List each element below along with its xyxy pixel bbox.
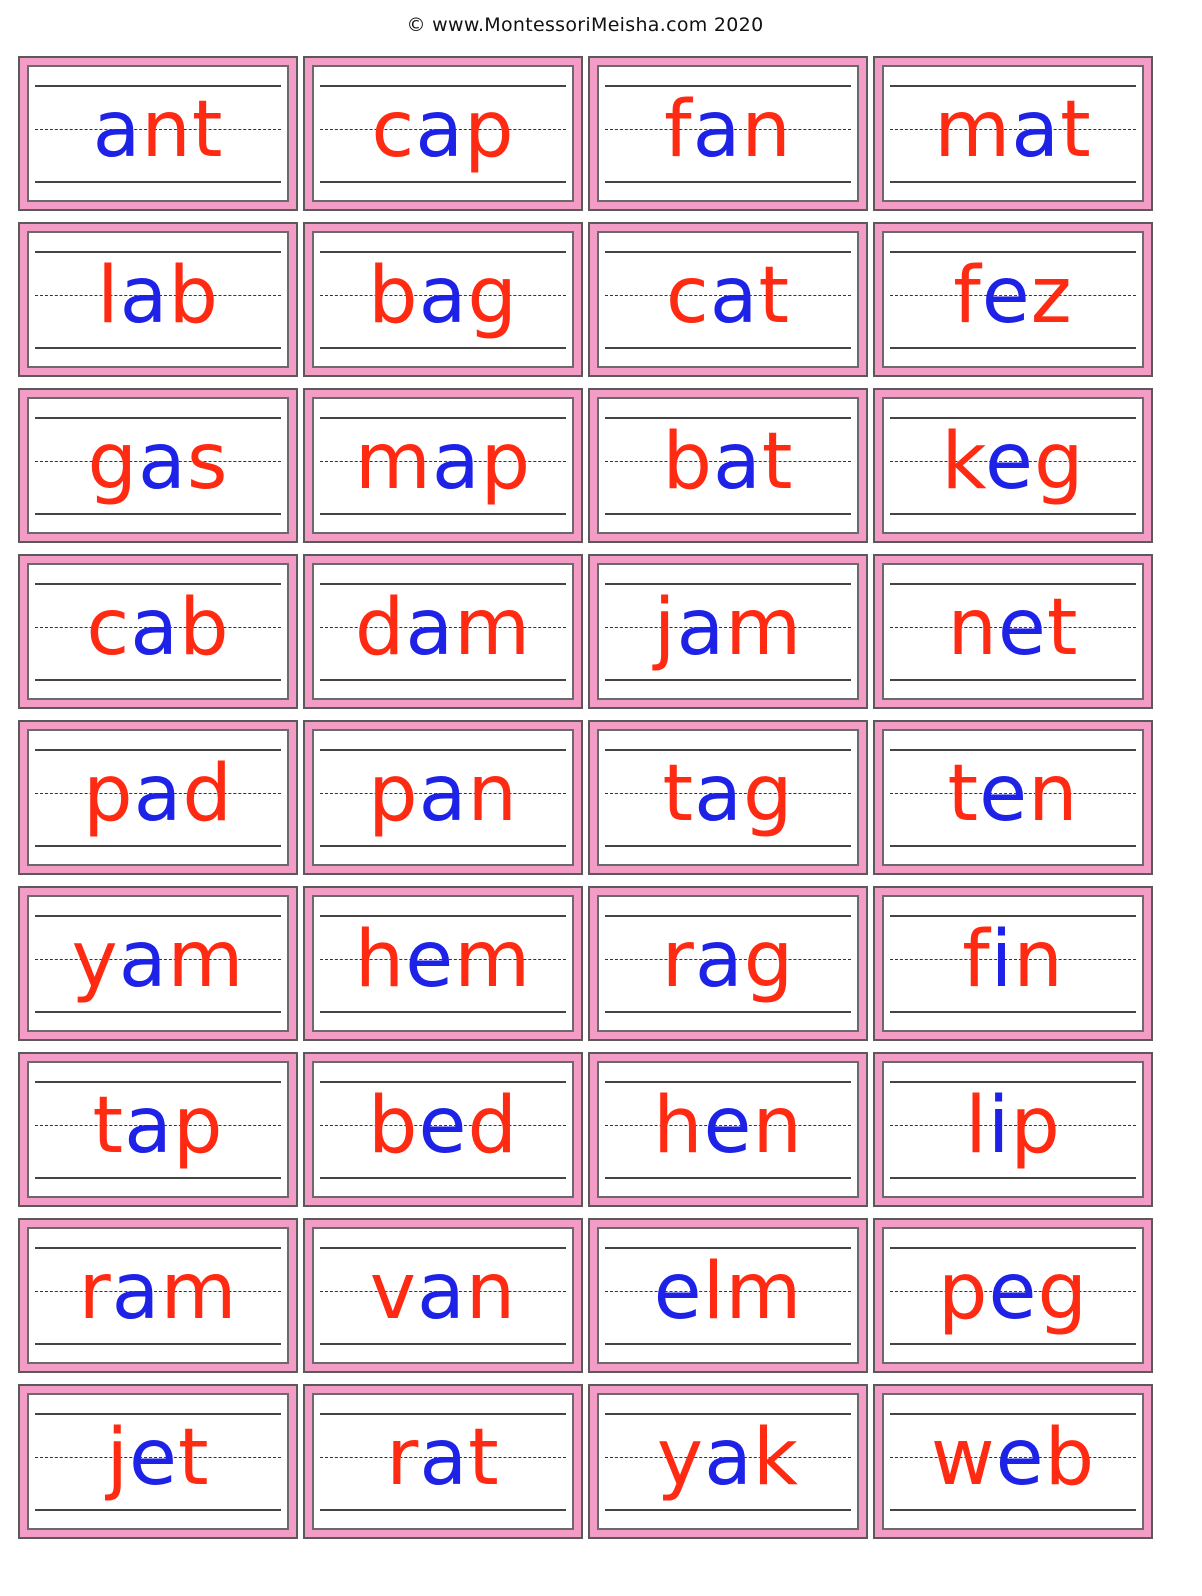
consonant-letter: h (354, 915, 406, 1005)
word-card (873, 388, 1153, 543)
vowel-letter: a (416, 1247, 466, 1337)
consonant-letter: g (742, 749, 794, 839)
vowel-letter: e (981, 251, 1031, 341)
consonant-letter: n (467, 749, 518, 839)
handwriting-lines (882, 231, 1144, 368)
consonant-letter: y (71, 915, 119, 1005)
consonant-letter: b (1044, 1413, 1096, 1503)
handwriting-lines (312, 1393, 574, 1530)
card-word (314, 583, 572, 673)
baseline (35, 1177, 281, 1179)
consonant-letter: d (182, 749, 233, 839)
handwriting-lines (27, 1227, 289, 1364)
consonant-letter: g (1037, 1247, 1089, 1337)
consonant-letter: p (937, 1247, 989, 1337)
handwriting-lines (312, 895, 574, 1032)
baseline (605, 181, 851, 183)
consonant-letter: y (656, 1413, 705, 1503)
card-word (29, 417, 287, 507)
consonant-letter: b (168, 251, 219, 341)
card-word (29, 583, 287, 673)
baseline (890, 679, 1136, 681)
consonant-letter: b (662, 417, 714, 507)
baseline (320, 1343, 566, 1345)
consonant-letter: m (160, 1247, 238, 1337)
consonant-letter: d (354, 583, 406, 673)
baseline (605, 513, 851, 515)
vowel-letter: a (124, 1081, 173, 1171)
consonant-letter: j (653, 583, 677, 673)
baseline (605, 1343, 851, 1345)
card-word (599, 915, 857, 1005)
word-card (303, 388, 583, 543)
card-word (884, 1247, 1142, 1337)
vowel-letter: a (92, 85, 142, 175)
vowel-letter: e (995, 1413, 1045, 1503)
word-card (303, 222, 583, 377)
word-card (303, 1052, 583, 1207)
card-word (599, 749, 857, 839)
consonant-letter: n (947, 583, 998, 673)
handwriting-lines (312, 563, 574, 700)
word-card (588, 886, 868, 1041)
baseline (35, 181, 281, 183)
consonant-letter: w (930, 1413, 996, 1503)
word-card (873, 1384, 1153, 1539)
card-word (29, 1413, 287, 1503)
card-word (29, 1247, 287, 1337)
baseline (605, 845, 851, 847)
vowel-letter: a (709, 251, 759, 341)
baseline (605, 1509, 851, 1511)
handwriting-lines (27, 231, 289, 368)
consonant-letter: k (752, 1413, 800, 1503)
vowel-letter: a (118, 915, 168, 1005)
vowel-letter: a (119, 251, 169, 341)
word-card (588, 1384, 868, 1539)
word-card (18, 56, 298, 211)
consonant-letter: l (965, 1081, 988, 1171)
word-card (873, 56, 1153, 211)
word-card (303, 56, 583, 211)
baseline (890, 1011, 1136, 1013)
word-card (303, 1218, 583, 1373)
handwriting-lines (597, 729, 859, 866)
handwriting-lines (27, 895, 289, 1032)
consonant-letter: m (454, 583, 532, 673)
consonant-letter: n (465, 1247, 517, 1337)
vowel-letter: a (138, 417, 187, 507)
word-card (18, 1052, 298, 1207)
consonant-letter: d (467, 1081, 519, 1171)
word-card (18, 222, 298, 377)
vowel-letter: e (405, 915, 455, 1005)
card-word (599, 1247, 857, 1337)
handwriting-lines (882, 563, 1144, 700)
consonant-letter: p (464, 85, 515, 175)
handwriting-lines (597, 231, 859, 368)
baseline (35, 1509, 281, 1511)
baseline (320, 1509, 566, 1511)
consonant-letter: t (1046, 583, 1079, 673)
word-card (588, 1218, 868, 1373)
card-word (599, 1413, 857, 1503)
handwriting-lines (597, 1393, 859, 1530)
card-word (29, 251, 287, 341)
baseline (35, 679, 281, 681)
consonant-letter: r (661, 915, 695, 1005)
handwriting-lines (882, 65, 1144, 202)
word-card (303, 886, 583, 1041)
vowel-letter: a (1011, 85, 1061, 175)
baseline (320, 845, 566, 847)
handwriting-lines (27, 65, 289, 202)
baseline (35, 845, 281, 847)
consonant-letter: t (92, 1081, 125, 1171)
card-word (884, 915, 1142, 1005)
card-word (29, 915, 287, 1005)
word-card (588, 720, 868, 875)
vowel-letter: a (704, 1413, 753, 1503)
consonant-letter: t (191, 85, 224, 175)
handwriting-lines (882, 1393, 1144, 1530)
consonant-letter: t (761, 417, 794, 507)
vowel-letter: a (694, 915, 744, 1005)
handwriting-lines (597, 1227, 859, 1364)
card-word (884, 1081, 1142, 1171)
baseline (605, 1011, 851, 1013)
handwriting-lines (312, 65, 574, 202)
vowel-letter: a (405, 583, 455, 673)
consonant-letter: s (186, 417, 229, 507)
handwriting-lines (882, 1227, 1144, 1364)
consonant-letter: t (947, 749, 980, 839)
consonant-letter: m (725, 583, 803, 673)
consonant-letter: m (167, 915, 245, 1005)
word-card (873, 886, 1153, 1041)
handwriting-lines (312, 1227, 574, 1364)
word-card (873, 720, 1153, 875)
baseline (35, 1011, 281, 1013)
consonant-letter: j (106, 1413, 130, 1503)
vowel-letter: a (694, 749, 743, 839)
word-card (873, 222, 1153, 377)
consonant-letter: p (368, 749, 419, 839)
card-word (29, 85, 287, 175)
handwriting-lines (882, 895, 1144, 1032)
handwriting-lines (27, 729, 289, 866)
card-word (29, 749, 287, 839)
consonant-letter: n (1028, 749, 1079, 839)
handwriting-lines (597, 397, 859, 534)
consonant-letter: t (662, 749, 695, 839)
handwriting-lines (312, 397, 574, 534)
handwriting-lines (27, 1061, 289, 1198)
vowel-letter: e (979, 749, 1029, 839)
card-word (884, 583, 1142, 673)
word-card (588, 1052, 868, 1207)
handwriting-lines (312, 1061, 574, 1198)
consonant-letter: b (368, 251, 419, 341)
card-word (314, 1247, 572, 1337)
baseline (890, 181, 1136, 183)
card-word (884, 749, 1142, 839)
consonant-letter: p (172, 1081, 224, 1171)
consonant-letter: n (1013, 915, 1064, 1005)
consonant-letter: t (758, 251, 791, 341)
vowel-letter: i (990, 915, 1014, 1005)
baseline (320, 679, 566, 681)
baseline (320, 1011, 566, 1013)
consonant-letter: m (454, 915, 532, 1005)
consonant-letter: n (141, 85, 192, 175)
word-card (303, 1384, 583, 1539)
vowel-letter: a (418, 749, 468, 839)
card-word (599, 417, 857, 507)
vowel-letter: a (415, 85, 465, 175)
word-card (873, 554, 1153, 709)
baseline (890, 1509, 1136, 1511)
baseline (890, 1343, 1136, 1345)
consonant-letter: r (78, 1247, 112, 1337)
vowel-letter: e (988, 1247, 1038, 1337)
card-word (599, 1081, 857, 1171)
baseline (605, 1177, 851, 1179)
consonant-letter: v (369, 1247, 417, 1337)
baseline (320, 181, 566, 183)
vowel-letter: a (692, 85, 742, 175)
consonant-letter: m (354, 417, 432, 507)
word-card (303, 720, 583, 875)
consonant-letter: g (467, 251, 518, 341)
word-card-grid (18, 56, 1152, 1539)
card-word (314, 915, 572, 1005)
consonant-letter: h (653, 1081, 704, 1171)
consonant-letter: p (1010, 1081, 1061, 1171)
card-word (29, 1081, 287, 1171)
baseline (890, 1177, 1136, 1179)
word-card (588, 554, 868, 709)
handwriting-lines (597, 895, 859, 1032)
vowel-letter: e (703, 1081, 753, 1171)
word-card (873, 1218, 1153, 1373)
consonant-letter: t (1060, 85, 1092, 175)
consonant-letter: g (87, 417, 139, 507)
word-card (18, 554, 298, 709)
card-word (884, 85, 1142, 175)
baseline (605, 679, 851, 681)
vowel-letter: e (418, 1081, 468, 1171)
card-word (314, 85, 572, 175)
consonant-letter: b (179, 583, 230, 673)
word-card (18, 720, 298, 875)
card-word (314, 1413, 572, 1503)
vowel-letter: a (676, 583, 726, 673)
consonant-letter: n (741, 85, 792, 175)
card-word (314, 417, 572, 507)
handwriting-lines (597, 563, 859, 700)
baseline (320, 347, 566, 349)
card-word (884, 251, 1142, 341)
handwriting-lines (27, 397, 289, 534)
vowel-letter: a (133, 749, 183, 839)
consonant-letter: t (178, 1413, 210, 1503)
consonant-letter: b (367, 1081, 419, 1171)
vowel-letter: e (997, 583, 1047, 673)
consonant-letter: l (97, 251, 120, 341)
handwriting-lines (597, 1061, 859, 1198)
word-card (588, 56, 868, 211)
consonant-letter: r (386, 1413, 420, 1503)
handwriting-lines (882, 729, 1144, 866)
card-word (884, 1413, 1142, 1503)
baseline (320, 1177, 566, 1179)
consonant-letter: m (934, 85, 1012, 175)
vowel-letter: a (130, 583, 180, 673)
card-word (314, 749, 572, 839)
baseline (605, 347, 851, 349)
consonant-letter: c (371, 85, 416, 175)
consonant-letter: c (665, 251, 710, 341)
card-word (884, 417, 1142, 507)
consonant-letter: m (725, 1247, 803, 1337)
vowel-letter: e (984, 417, 1034, 507)
vowel-letter: a (713, 417, 762, 507)
word-card (18, 388, 298, 543)
consonant-letter: f (953, 251, 982, 341)
handwriting-lines (597, 65, 859, 202)
vowel-letter: a (419, 1413, 469, 1503)
consonant-letter: t (468, 1413, 500, 1503)
card-word (599, 251, 857, 341)
vowel-letter: a (111, 1247, 161, 1337)
baseline (320, 513, 566, 515)
handwriting-lines (882, 397, 1144, 534)
consonant-letter: p (83, 749, 134, 839)
consonant-letter: z (1030, 251, 1073, 341)
consonant-letter: f (664, 85, 693, 175)
word-card (18, 1218, 298, 1373)
card-word (314, 1081, 572, 1171)
word-card (873, 1052, 1153, 1207)
consonant-letter: p (480, 417, 532, 507)
vowel-letter: e (129, 1413, 179, 1503)
baseline (35, 347, 281, 349)
word-card (18, 1384, 298, 1539)
card-word (599, 583, 857, 673)
word-card (588, 222, 868, 377)
word-card (588, 388, 868, 543)
copyright-header: © www.MontessoriMeisha.com 2020 (406, 14, 764, 36)
word-card (18, 886, 298, 1041)
consonant-letter: f (962, 915, 991, 1005)
consonant-letter: k (941, 417, 985, 507)
handwriting-lines (27, 1393, 289, 1530)
baseline (890, 845, 1136, 847)
consonant-letter: n (752, 1081, 803, 1171)
vowel-letter: e (653, 1247, 703, 1337)
consonant-letter: g (1033, 417, 1085, 507)
card-word (314, 251, 572, 341)
baseline (35, 1343, 281, 1345)
baseline (35, 513, 281, 515)
consonant-letter: l (702, 1247, 726, 1337)
vowel-letter: a (431, 417, 481, 507)
handwriting-lines (882, 1061, 1144, 1198)
handwriting-lines (27, 563, 289, 700)
handwriting-lines (312, 231, 574, 368)
card-word (599, 85, 857, 175)
baseline (890, 347, 1136, 349)
baseline (890, 513, 1136, 515)
consonant-letter: c (86, 583, 131, 673)
word-card (303, 554, 583, 709)
vowel-letter: a (418, 251, 468, 341)
vowel-letter: i (987, 1081, 1011, 1171)
handwriting-lines (312, 729, 574, 866)
consonant-letter: g (743, 915, 795, 1005)
